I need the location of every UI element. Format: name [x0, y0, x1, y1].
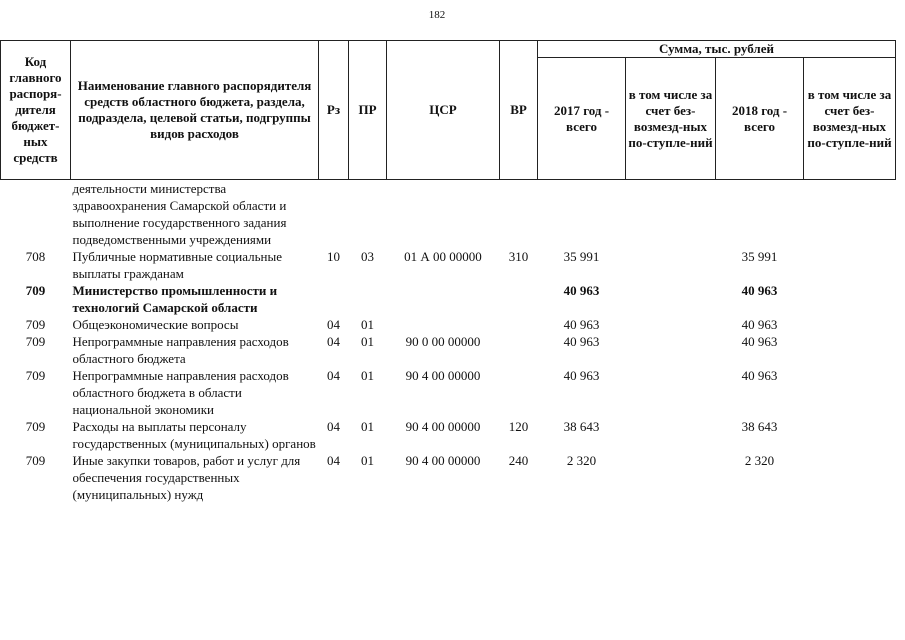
- cell-csr: 90 4 00 00000: [405, 419, 481, 434]
- cell-2017-total: 40 963: [563, 368, 600, 383]
- header-sum-group: Сумма, тыс. рублей: [538, 41, 896, 58]
- cell-2017-total: [538, 180, 626, 249]
- cell-2017-free: [626, 333, 716, 367]
- cell-rz: 04: [327, 419, 340, 434]
- cell-code: [1, 180, 71, 249]
- cell-2018-free: [804, 248, 896, 282]
- cell-code: 709: [25, 317, 46, 332]
- cell-2017-free: [626, 282, 716, 316]
- cell-csr: 90 4 00 00000: [405, 453, 481, 468]
- header-2017-total: 2017 год - всего: [538, 58, 626, 180]
- table-row: [1, 452, 896, 503]
- cell-rz: 10: [327, 249, 340, 264]
- cell-pr: 03: [361, 249, 374, 264]
- cell-pr: 01: [361, 419, 374, 434]
- table-row: [1, 418, 896, 452]
- cell-2018-total: 40 963: [741, 334, 778, 349]
- cell-name: деятельности министерства здравоохранения Самарской области и выполнение государственного задания подведомственными учреждениями: [72, 181, 287, 247]
- cell-pr: [349, 282, 387, 316]
- cell-code: 709: [25, 453, 46, 468]
- cell-2017-total: 40 963: [563, 334, 600, 349]
- header-pr: ПР: [349, 41, 387, 180]
- cell-code: 708: [25, 249, 46, 264]
- cell-csr: 90 0 00 00000: [405, 334, 481, 349]
- cell-rz: 04: [327, 368, 340, 383]
- cell-2018-free: [804, 452, 896, 503]
- table-row: [1, 248, 896, 282]
- cell-2017-free: [626, 418, 716, 452]
- cell-name: Расходы на выплаты персоналу государственных (муниципальных) органов: [72, 419, 316, 451]
- cell-2018-total: 35 991: [741, 249, 778, 264]
- table-header: [1, 41, 896, 180]
- header-code: Код главного распоря-дителя бюджет-ных средств: [1, 41, 71, 180]
- cell-2017-free: [626, 367, 716, 418]
- cell-vr: [500, 180, 538, 249]
- cell-2017-total: 35 991: [563, 249, 600, 264]
- cell-2018-free: [804, 367, 896, 418]
- cell-csr: [387, 316, 500, 333]
- table-row: [1, 367, 896, 418]
- header-csr: ЦСР: [387, 41, 500, 180]
- cell-vr: 120: [508, 419, 529, 434]
- header-vr: ВР: [500, 41, 538, 180]
- cell-2018-total: 38 643: [741, 419, 778, 434]
- cell-name: Публичные нормативные социальные выплаты гражданам: [72, 249, 282, 281]
- table-body: [1, 180, 896, 504]
- cell-2017-free: [626, 180, 716, 249]
- cell-code: 709: [25, 368, 46, 383]
- cell-2018-free: [804, 282, 896, 316]
- cell-pr: 01: [361, 368, 374, 383]
- header-name: Наименование главного распорядителя средств областного бюджета, раздела, подраздела, целевой статьи, подгруппы видов расходов: [71, 41, 319, 180]
- cell-2018-total: 2 320: [744, 453, 775, 468]
- cell-csr: [387, 180, 500, 249]
- cell-2018-total: 40 963: [741, 368, 778, 383]
- header-2018-free: в том числе за счет без-возмезд-ных по-ступле-ний: [804, 58, 896, 180]
- cell-name: Министерство промышленности и технологий Самарской области: [72, 283, 278, 315]
- cell-2018-total: [716, 180, 804, 249]
- header-rz: Рз: [319, 41, 349, 180]
- page-number: 182: [428, 9, 446, 21]
- cell-rz: [319, 180, 349, 249]
- cell-pr: 01: [361, 317, 374, 332]
- cell-2017-free: [626, 248, 716, 282]
- cell-name: Непрограммные направления расходов областного бюджета в области национальной экономики: [72, 368, 289, 417]
- table-row: [1, 180, 896, 249]
- cell-rz: [319, 282, 349, 316]
- cell-vr: [500, 367, 538, 418]
- cell-2017-free: [626, 452, 716, 503]
- cell-2018-total: 40 963: [741, 317, 778, 332]
- cell-csr: 90 4 00 00000: [405, 368, 481, 383]
- cell-vr: [500, 333, 538, 367]
- table-row: [1, 282, 896, 316]
- cell-vr: 310: [508, 249, 529, 264]
- table-row: [1, 316, 896, 333]
- cell-2018-total: 40 963: [741, 283, 778, 298]
- header-2018-total: 2018 год - всего: [716, 58, 804, 180]
- table-row: [1, 333, 896, 367]
- cell-csr: 01 А 00 00000: [404, 249, 482, 264]
- cell-2018-free: [804, 333, 896, 367]
- budget-table: [0, 40, 896, 503]
- cell-code: 709: [25, 283, 46, 298]
- cell-code: 709: [25, 419, 46, 434]
- cell-vr: [500, 316, 538, 333]
- cell-2017-total: 38 643: [563, 419, 600, 434]
- cell-csr: [387, 282, 500, 316]
- cell-2017-total: 40 963: [563, 283, 600, 298]
- cell-2017-free: [626, 316, 716, 333]
- cell-2018-free: [804, 316, 896, 333]
- cell-2018-free: [804, 180, 896, 249]
- cell-pr: [349, 180, 387, 249]
- cell-rz: 04: [327, 334, 340, 349]
- cell-rz: 04: [327, 453, 340, 468]
- cell-vr: 240: [508, 453, 529, 468]
- cell-name: Иные закупки товаров, работ и услуг для обеспечения государственных (муниципальных) нужд: [72, 453, 301, 502]
- cell-pr: 01: [361, 453, 374, 468]
- cell-pr: 01: [361, 334, 374, 349]
- cell-code: 709: [25, 334, 46, 349]
- cell-name: Общеэкономические вопросы: [72, 317, 239, 332]
- cell-2017-total: 2 320: [566, 453, 597, 468]
- cell-vr: [500, 282, 538, 316]
- cell-2017-total: 40 963: [563, 317, 600, 332]
- cell-rz: 04: [327, 317, 340, 332]
- cell-2018-free: [804, 418, 896, 452]
- cell-name: Непрограммные направления расходов областного бюджета: [72, 334, 289, 366]
- header-2017-free: в том числе за счет без-возмезд-ных по-ступле-ний: [626, 58, 716, 180]
